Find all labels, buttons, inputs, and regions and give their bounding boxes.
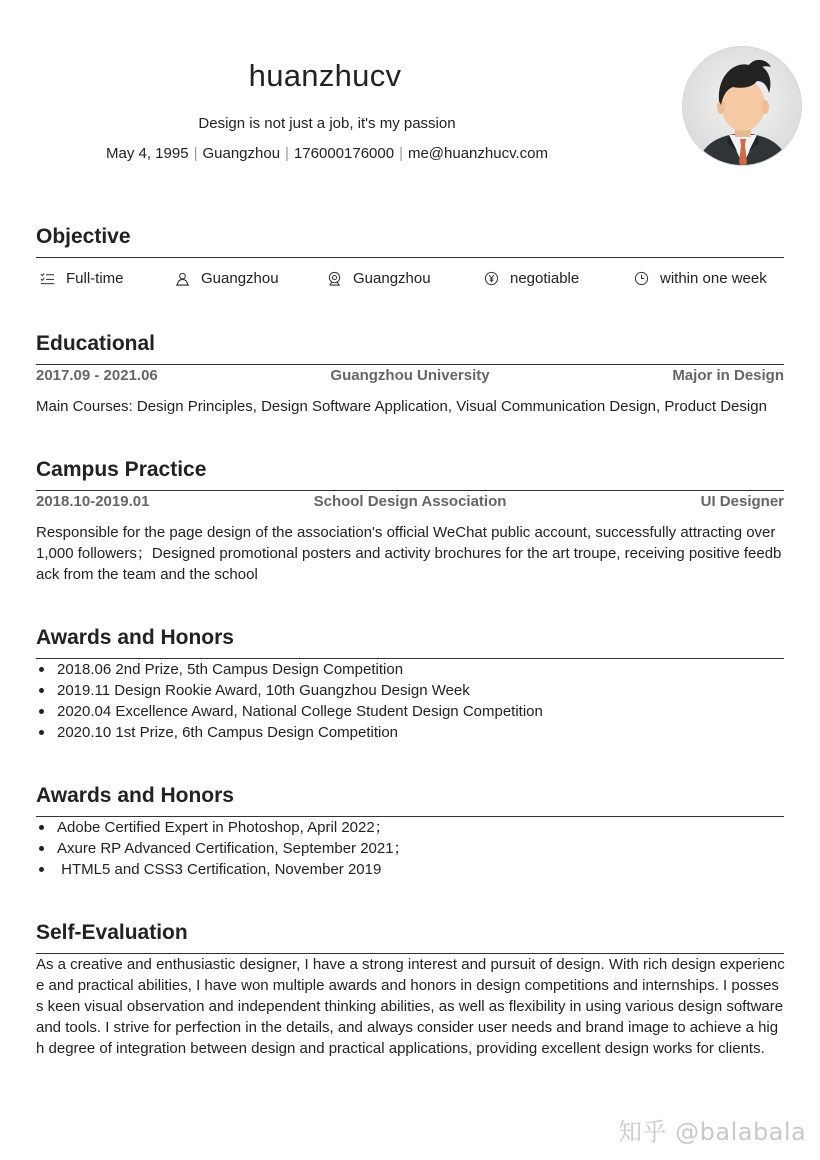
section-title-awards: Awards and Honors bbox=[36, 626, 234, 649]
major: Major in Design bbox=[672, 367, 784, 384]
section-title-education: Educational bbox=[36, 332, 156, 355]
objective-label: Full-time bbox=[66, 269, 124, 287]
objective-item-salary bbox=[484, 267, 579, 289]
phone: 176000176000 bbox=[293, 145, 395, 162]
education-period: 2017.09 - 2021.06 bbox=[36, 367, 158, 384]
section-title-self-evaluation: Self-Evaluation bbox=[36, 921, 188, 944]
separator: | bbox=[399, 145, 403, 162]
objective-item-job-type bbox=[40, 267, 124, 289]
location-icon bbox=[327, 271, 342, 286]
avatar-illustration-icon bbox=[683, 47, 802, 166]
education-courses: Main Courses: Design Principles, Design Software Application, Visual Communication Design, Product Design bbox=[36, 398, 767, 415]
list-item: 2018.06 2nd Prize, 5th Campus Design Competition bbox=[36, 659, 784, 680]
section-divider bbox=[36, 490, 784, 491]
objective-item-location bbox=[175, 267, 279, 289]
section-title-certificates: Awards and Honors bbox=[36, 784, 234, 807]
objective-item-availability bbox=[634, 267, 767, 289]
school-name: Guangzhou University bbox=[330, 367, 490, 384]
self-evaluation-text: As a creative and enthusiastic designer, I have a strong interest and pursuit of design. With rich design experience and practical abilities, I have won multiple awards and honors in design competitions and internships. I possess keen visual observation and independent thinking abilities, as well as flexibility in using various design software and tools. I strive for perfection in the details, and always consider user needs and brand image to achieve a high degree of integration between design and practical applications, providing excellent design works for clients. bbox=[36, 956, 785, 1057]
campus-meta bbox=[36, 493, 784, 513]
list-icon bbox=[40, 271, 55, 286]
list-item: 2020.10 1st Prize, 6th Campus Design Competition bbox=[36, 722, 784, 743]
role: UI Designer bbox=[700, 493, 784, 510]
section-divider bbox=[36, 364, 784, 365]
clock-icon bbox=[634, 271, 649, 286]
campus-period: 2018.10-2019.01 bbox=[36, 493, 150, 510]
objective-label: negotiable bbox=[510, 269, 580, 287]
list-item: 2020.04 Excellence Award, National College Student Design Competition bbox=[36, 701, 784, 722]
contact-line bbox=[0, 145, 654, 162]
city: Guangzhou bbox=[202, 145, 281, 162]
person-icon bbox=[175, 271, 190, 286]
organization-name: School Design Association bbox=[313, 493, 507, 510]
list-item: Adobe Certified Expert in Photoshop, April 2022； bbox=[36, 817, 784, 838]
candidate-name: huanzhucv bbox=[248, 58, 402, 93]
list-item: HTML5 and CSS3 Certification, November 2019 bbox=[36, 859, 784, 880]
watermark: 知乎 @balabala bbox=[618, 1118, 807, 1146]
certificates-list bbox=[36, 817, 784, 880]
awards-list bbox=[36, 659, 784, 743]
currency-icon bbox=[484, 271, 499, 286]
section-divider bbox=[36, 257, 784, 258]
section-title-objective: Objective bbox=[36, 225, 131, 248]
objective-label: Guangzhou bbox=[201, 269, 279, 287]
separator: | bbox=[285, 145, 289, 162]
education-meta bbox=[36, 367, 784, 387]
objective-label: within one week bbox=[660, 269, 767, 287]
motto: Design is not just a job, it's my passion bbox=[198, 115, 456, 132]
list-item: 2019.11 Design Rookie Award, 10th Guangzhou Design Week bbox=[36, 680, 784, 701]
email: me@huanzhucv.com bbox=[407, 145, 548, 162]
separator: | bbox=[193, 145, 198, 162]
objective-item-workplace bbox=[327, 267, 431, 289]
campus-description: Responsible for the page design of the association's official WeChat public account, successfully attracting over 1,000 followers；Designed promotional posters and activity brochures for the art troupe, receiving positive feedback from the team and the school bbox=[36, 524, 782, 583]
birth-date: May 4, 1995 bbox=[106, 145, 189, 162]
list-item: Axure RP Advanced Certification, September 2021； bbox=[36, 838, 784, 859]
avatar bbox=[682, 46, 802, 166]
objective-row bbox=[36, 267, 784, 289]
section-title-campus: Campus Practice bbox=[36, 458, 207, 481]
objective-label: Guangzhou bbox=[353, 269, 431, 287]
